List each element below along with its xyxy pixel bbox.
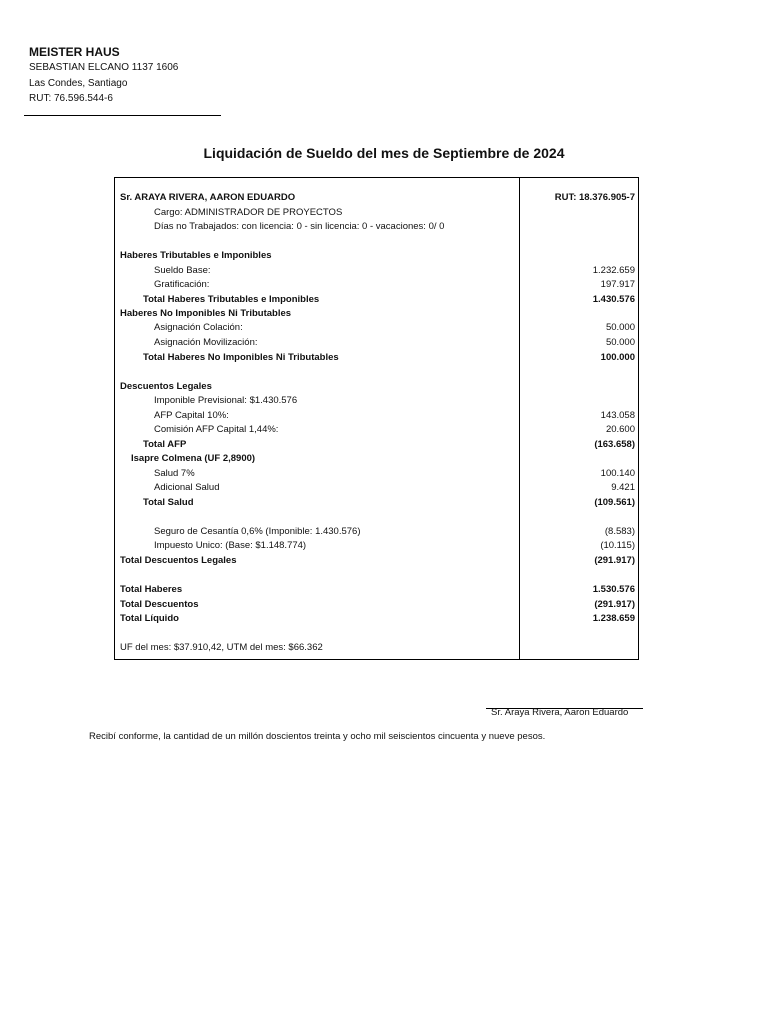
- company-rut: RUT: 76.596.544-6: [29, 93, 113, 104]
- item-value: 20.600: [605, 424, 635, 435]
- line-item: [115, 321, 638, 335]
- subtotal-label: Total Haberes No Imponibles Ni Tributables: [143, 352, 339, 363]
- total-descuentos-row: [115, 598, 638, 612]
- isapre-heading: Isapre Colmena (UF 2,8900): [131, 453, 256, 464]
- item-value: (8.583): [604, 526, 635, 537]
- subtotal-value: (163.658): [594, 439, 635, 450]
- uf-utm-note: UF del mes: $37.910,42, UTM del mes: $66.362: [120, 642, 323, 653]
- total-liquido-row: [115, 612, 638, 626]
- company-city: Las Condes, Santiago: [29, 77, 128, 89]
- document-title-text: Liquidación de Sueldo del mes de Septiembre de 2024: [203, 145, 565, 161]
- imponible-row: [115, 394, 638, 408]
- line-item: [115, 481, 638, 495]
- item-label: Gratificación:: [154, 279, 210, 290]
- item-value: 1.232.659: [592, 265, 635, 276]
- subtotal-row: [115, 496, 638, 510]
- uf-utm-row: [115, 641, 638, 655]
- descuentos-heading: Descuentos Legales: [120, 381, 212, 392]
- employee-cargo-row: [115, 206, 638, 220]
- item-label: Adicional Salud: [154, 482, 220, 493]
- line-item: [115, 525, 638, 539]
- item-value: 9.421: [611, 482, 635, 493]
- section-heading: [115, 380, 638, 394]
- item-value: (10.115): [600, 540, 635, 551]
- item-value: 50.000: [605, 337, 635, 348]
- item-label: Sueldo Base:: [154, 265, 211, 276]
- company-header: [29, 44, 178, 107]
- subtotal-label: Total AFP: [143, 439, 187, 450]
- subtotal-value: 1.430.576: [592, 294, 635, 305]
- subtotal-value: 100.000: [600, 352, 635, 363]
- line-item: [115, 264, 638, 278]
- employee-row: [115, 191, 638, 205]
- item-label: AFP Capital 10%:: [154, 410, 229, 421]
- total-label: Total Líquido: [120, 613, 179, 624]
- payslip-table: [114, 177, 639, 660]
- line-item: [115, 423, 638, 437]
- total-value: (291.917): [594, 599, 635, 610]
- subtotal-label: Total Salud: [143, 497, 194, 508]
- item-label: Comisión AFP Capital 1,44%:: [154, 424, 279, 435]
- item-value: 197.917: [600, 279, 635, 290]
- subtotal-row: [115, 438, 638, 452]
- line-item: [115, 467, 638, 481]
- company-name: MEISTER HAUS: [29, 45, 120, 59]
- total-haberes-row: [115, 583, 638, 597]
- signature-name: Sr. Araya Rivera, Aaron Eduardo: [491, 707, 629, 718]
- total-label: Total Descuentos: [120, 599, 199, 610]
- total-label: Total Haberes: [120, 584, 183, 595]
- item-value: 50.000: [605, 322, 635, 333]
- line-item: [115, 278, 638, 292]
- item-label: Salud 7%: [154, 468, 195, 479]
- employee-cargo: Cargo: ADMINISTRADOR DE PROYECTOS: [154, 207, 343, 218]
- line-item: [115, 336, 638, 350]
- line-item: [115, 539, 638, 553]
- total-value: (291.917): [594, 555, 635, 566]
- subtotal-row: [115, 293, 638, 307]
- total-value: 1.530.576: [592, 584, 635, 595]
- header-divider: [24, 115, 221, 116]
- total-label: Total Descuentos Legales: [120, 555, 237, 566]
- subtotal-value: (109.561): [594, 497, 635, 508]
- item-value: 143.058: [600, 410, 635, 421]
- haberes-no-imponibles-heading: Haberes No Imponibles Ni Tributables: [120, 308, 292, 319]
- employee-dias: Días no Trabajados: con licencia: 0 - sin licencia: 0 - vacaciones: 0/ 0: [154, 221, 445, 232]
- total-descuentos-legales-row: [115, 554, 638, 568]
- total-value: 1.238.659: [592, 613, 635, 624]
- section-heading: [115, 249, 638, 263]
- subtotal-row: [115, 351, 638, 365]
- document-title: [0, 145, 768, 161]
- receipt-statement: Recibí conforme, la cantidad de un millón doscientos treinta y ocho mil seiscientos cincuenta y nueve pesos.: [89, 731, 546, 742]
- item-label: Seguro de Cesantía 0,6% (Imponible: 1.430.576): [154, 526, 361, 537]
- imponible-label: Imponible Previsional: $1.430.576: [154, 395, 298, 406]
- employee-rut: RUT: 18.376.905-7: [554, 192, 635, 203]
- item-label: Asignación Movilización:: [154, 337, 258, 348]
- employee-name: Sr. ARAYA RIVERA, AARON EDUARDO: [120, 192, 296, 203]
- employee-dias-row: [115, 220, 638, 234]
- line-item: [115, 409, 638, 423]
- section-heading: [115, 307, 638, 321]
- isapre-heading-row: [115, 452, 638, 466]
- item-label: Impuesto Unico: (Base: $1.148.774): [154, 540, 307, 551]
- subtotal-label: Total Haberes Tributables e Imponibles: [143, 294, 320, 305]
- item-label: Asignación Colación:: [154, 322, 243, 333]
- company-address: SEBASTIAN ELCANO 1137 1606: [29, 62, 179, 73]
- haberes-tributables-heading: Haberes Tributables e Imponibles: [120, 250, 272, 261]
- item-value: 100.140: [600, 468, 635, 479]
